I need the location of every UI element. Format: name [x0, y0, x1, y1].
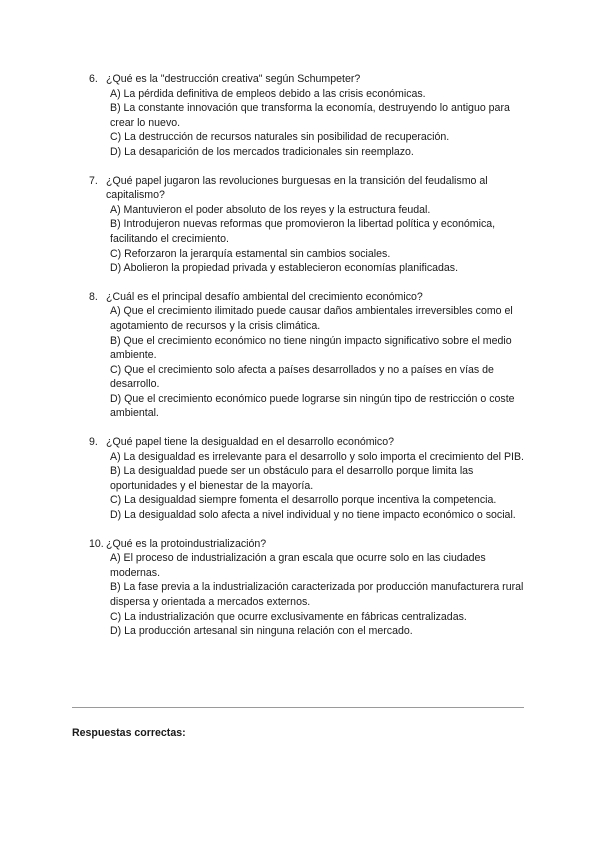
- option-d: D) Abolieron la propiedad privada y establecieron economías planificadas.: [110, 262, 459, 275]
- question-text: ¿Cuál es el principal desafío ambiental del crecimiento económico?: [106, 290, 423, 303]
- option-c: C) La destrucción de recursos naturales sin posibilidad de recuperación.: [110, 131, 450, 144]
- question-list: [89, 72, 529, 653]
- question-number: 10.: [89, 537, 104, 550]
- option-d: D) Que el crecimiento económico puede lograrse sin ningún tipo de restricción o coste ambiental.: [110, 392, 515, 420]
- option-b: B) Que el crecimiento económico no tiene ningún impacto significativo sobre el medio ambiente.: [110, 334, 512, 362]
- section-divider: [72, 707, 524, 708]
- question-number: 9.: [89, 436, 98, 449]
- option-b: B) La desigualdad puede ser un obstáculo para el desarrollo porque limita las oportunidades y el bienestar de la mayoría.: [110, 465, 474, 492]
- question-item: [89, 537, 529, 639]
- option-b: B) Introdujeron nuevas reformas que promovieron la libertad política y económica, facilitando el crecimiento.: [110, 218, 496, 245]
- option-d: D) La desaparición de los mercados tradicionales sin reemplazo.: [110, 145, 414, 158]
- option-c: C) Que el crecimiento solo afecta a países desarrollados y no a países en vías de desarrollo.: [110, 363, 494, 391]
- question-item: [89, 290, 529, 421]
- option-b: B) La fase previa a la industrialización caracterizada por producción manufacturera rural dispersa y orientada a mercados externos.: [110, 581, 524, 608]
- option-a: A) La pérdida definitiva de empleos debido a las crisis económicas.: [110, 87, 426, 100]
- question-number: 7.: [89, 174, 98, 187]
- option-a: A) La desigualdad es irrelevante para el desarrollo y solo importa el crecimiento del PIB.: [110, 450, 524, 463]
- question-text: ¿Qué es la protoindustrialización?: [106, 537, 267, 550]
- option-list: [89, 203, 529, 276]
- option-list: [89, 304, 529, 421]
- question-text: ¿Qué es la "destrucción creativa" según Schumpeter?: [106, 73, 361, 85]
- question-item: [89, 435, 529, 523]
- option-c: C) La industrialización que ocurre exclusivamente en fábricas centralizadas.: [110, 610, 467, 623]
- option-c: C) Reforzaron la jerarquía estamental sin cambios sociales.: [110, 247, 391, 260]
- question-item: [89, 72, 529, 160]
- option-list: [89, 450, 529, 523]
- option-d: D) La desigualdad solo afecta a nivel individual y no tiene impacto económico o social.: [110, 509, 516, 522]
- option-c: C) La desigualdad siempre fomenta el desarrollo porque incentiva la competencia.: [110, 494, 497, 507]
- answers-heading: Respuestas correctas:: [72, 727, 186, 739]
- option-list: [89, 551, 529, 639]
- question-number: 8.: [89, 290, 98, 303]
- question-number: 6.: [89, 73, 98, 85]
- option-d: D) La producción artesanal sin ninguna relación con el mercado.: [110, 625, 413, 638]
- option-b: B) La constante innovación que transforma la economía, destruyendo lo antiguo para crear lo nuevo.: [110, 102, 510, 129]
- option-a: A) El proceso de industrialización a gran escala que ocurre solo en las ciudades modernas.: [110, 552, 486, 579]
- option-a: A) Mantuvieron el poder absoluto de los reyes y la estructura feudal.: [110, 203, 431, 216]
- question-item: [89, 174, 529, 276]
- question-text: ¿Qué papel tiene la desigualdad en el desarrollo económico?: [106, 436, 394, 449]
- option-a: A) Que el crecimiento ilimitado puede causar daños ambientales irreversibles como el agotamiento de recursos y la crisis climática.: [110, 305, 513, 332]
- option-list: [89, 87, 529, 160]
- question-text: ¿Qué papel jugaron las revoluciones burguesas en la transición del feudalismo al capitalismo?: [106, 174, 488, 202]
